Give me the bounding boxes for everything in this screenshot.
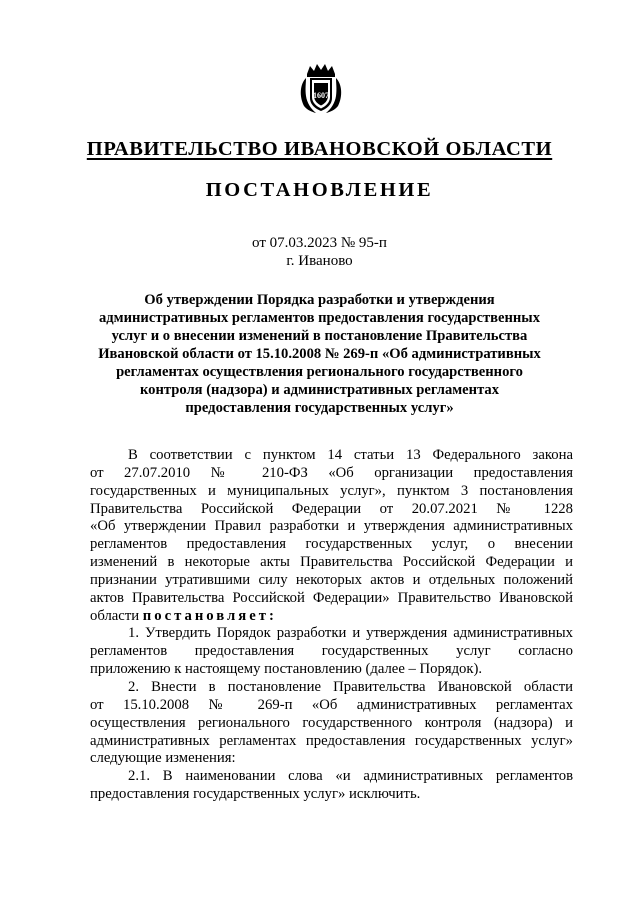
item-2-1-paragraph bbox=[90, 768, 573, 804]
subject-line: контроля (надзора) и административных регламентах bbox=[139, 382, 500, 398]
text-line: изменений в некоторые акты Правительства Российской Федерации и bbox=[90, 554, 573, 571]
document-type: ПОСТАНОВЛЕНИЕ bbox=[205, 179, 434, 201]
text-line: государственных и муниципальных услуг», пунктом 3 постановления bbox=[90, 482, 573, 499]
text-line: приложению к настоящему постановлению (далее – Порядок). bbox=[90, 661, 483, 678]
subject-line: регламентах осуществления регионального государственного bbox=[116, 364, 523, 380]
text-line: признании утратившими силу некоторых актов и отдельных положений bbox=[90, 571, 573, 588]
text-line: осуществления регионального государственного контроля (надзора) и bbox=[90, 714, 573, 731]
subject-line: предоставления государственных услуг» bbox=[185, 400, 454, 416]
text-line: 1. Утвердить Порядок разработки и утверждения административных bbox=[128, 625, 573, 642]
text-fragment: области bbox=[90, 607, 140, 624]
subject-line: услуг и о внесении изменений в постановление Правительства bbox=[111, 328, 528, 344]
document-body bbox=[90, 447, 573, 804]
text-line: регламентов предоставления государственных услуг согласно bbox=[90, 643, 573, 660]
subject-line: административных регламентов предоставления государственных bbox=[99, 310, 540, 326]
coat-of-arms-icon bbox=[298, 62, 344, 114]
text-line: регламентов предоставления государственных услуг, о внесении bbox=[90, 536, 573, 553]
text-line: Правительства Российской Федерации от 20.07.2021 № 1228 bbox=[90, 500, 573, 517]
decree-word: постановляет: bbox=[142, 607, 277, 624]
text-line bbox=[90, 608, 573, 626]
text-line: 2. Внести в постановление Правительства Ивановской области bbox=[128, 678, 573, 695]
subject-line: Об утверждении Порядка разработки и утверждения bbox=[144, 292, 495, 308]
text-line: актов Правительства Российской Федерации» Правительство Ивановской bbox=[90, 589, 573, 606]
preamble-paragraph bbox=[90, 447, 573, 625]
date-number: от 07.03.2023 № 95-п bbox=[252, 235, 387, 251]
text-line: следующие изменения: bbox=[90, 750, 236, 767]
item-1-paragraph bbox=[90, 625, 573, 679]
item-2-paragraph bbox=[90, 679, 573, 768]
text-line: предоставления государственных услуг» исключить. bbox=[90, 786, 421, 803]
text-line: «Об утверждении Правил разработки и утверждения административных bbox=[90, 518, 573, 535]
text-line: административных регламентах предоставления государственных услуг» bbox=[90, 732, 573, 749]
text-line: 2.1. В наименовании слова «и административных регламентов bbox=[128, 768, 573, 785]
text-line: В соответствии с пунктом 14 статьи 13 Федерального закона bbox=[128, 447, 573, 463]
subject-line: Ивановской области от 15.10.2008 № 269-п «Об административных bbox=[98, 346, 541, 362]
emblem-text: 1607 bbox=[313, 91, 329, 100]
document-subject bbox=[85, 291, 554, 417]
text-line: от 15.10.2008 № 269-п «Об административных регламентах bbox=[90, 696, 573, 713]
text-line: от 27.07.2010 № 210-ФЗ «Об организации предоставления bbox=[90, 464, 573, 481]
city: г. Иваново bbox=[286, 253, 353, 269]
government-title: ПРАВИТЕЛЬСТВО ИВАНОВСКОЙ ОБЛАСТИ bbox=[86, 138, 553, 160]
